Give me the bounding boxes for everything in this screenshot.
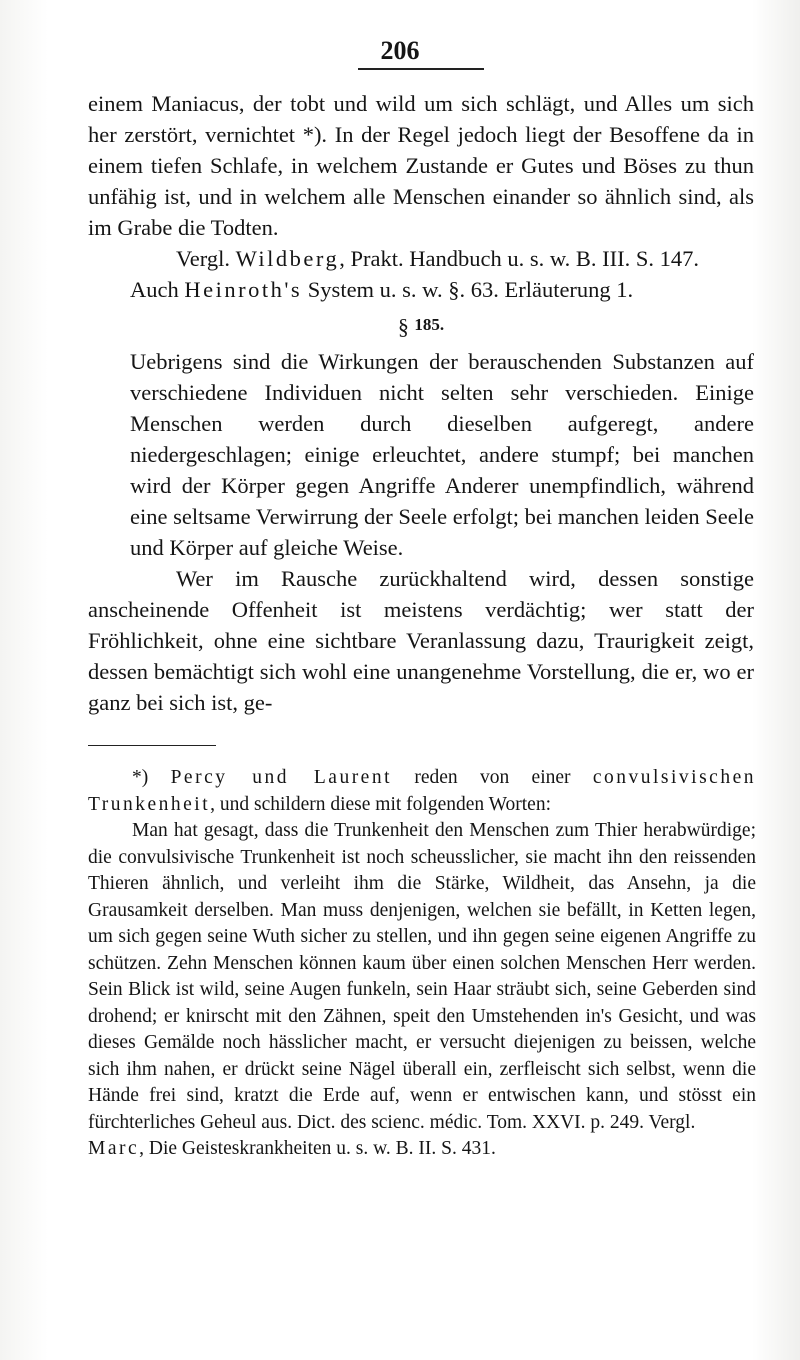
reference-line-1: [88, 243, 754, 274]
footnote-ref-author: Marc: [88, 1138, 140, 1159]
footnote-authors: Percy und Laurent: [170, 767, 393, 788]
footnote-term: convulsivischen Trunkenheit: [88, 767, 756, 815]
reference-detail: System u. s. w. §. 63. Erläuterung 1.: [302, 277, 634, 302]
footnote-reference: [88, 1136, 756, 1163]
reference-prefix: Auch: [130, 277, 185, 302]
footnote: [88, 765, 756, 1163]
section-symbol: §: [397, 314, 409, 339]
footnote-intro: [88, 765, 756, 818]
footnote-lead: reden von einer: [392, 767, 593, 788]
paragraph: Uebrigens sind die Wirkungen der berauschenden Substanzen auf verschiedene Individuen nicht selten sehr verschieden. Einige Menschen werden durch dieselben aufgeregt, andere niedergeschlagen; einige erleuchtet, andere stumpf; bei manchen wird der Körper gegen Angriffe Anderer unempfindlich, während eine seltsame Verwirrung der Seele erfolgt; bei manchen leiden Seele und Körper auf gleiche Weise.: [130, 349, 754, 560]
reference-author: Wildberg: [235, 246, 340, 271]
page-number: 206: [380, 36, 420, 65]
paragraph-continuation: einem Maniacus, der tobt und wild um sich schlägt, und Alles um sich her zerstört, vernichtet *). In der Regel jedoch liegt der Besoffene da in einem tiefen Schlafe, in welchem Zustande er Gutes und Böses zu thun unfähig ist, und in welchem alle Menschen einander so ähnlich sind, als im Grabe die Todten.: [88, 91, 754, 240]
main-text: [88, 88, 754, 718]
section-heading: [88, 309, 754, 342]
footnote-quote: [88, 818, 756, 1136]
footnote-lead-end: , und schildern diese mit folgenden Worten:: [210, 793, 551, 815]
footnote-quote-text: Man hat gesagt, dass die Trunkenheit den Menschen zum Thier herabwürdige; die convulsivische Trunkenheit ist noch scheusslicher, sie macht ihn den reissenden Thieren ähnlich, und verleiht ihm die Stärke, Wildheit, das Ansehn, ja die Grausamkeit derselben. Man muss denjenigen, welchen sie befällt, in Ketten legen, um sich gegen seine Wuth sicher zu stellen, und ihn gegen seine eigenen Angriffe zu schützen. Zehn Menschen können kaum über einen solchen Menschen Herr werden. Sein Blick ist wild, seine Augen funkeln, sein Haar sträubt sich, seine Geberden sind drohend; er knirscht mit den Zähnen, speit den Umstehenden in's Gesicht, und was dieses Gemälde noch hässlicher macht, er versucht diejenigen zu beissen, welche sich ihm nahen, er drückt seine Nägel überall ein, zerfleischt sich selbst, wenn die Hände frei sind, kratzt die Erde auf, wenn er entwischen kann, und stösst ein fürchterliches Geheul aus. Dict. des scienc. médic. Tom. XXVI. p. 249. Vergl.: [88, 820, 756, 1133]
header-rule: [358, 68, 484, 70]
paragraph: Wer im Rausche zurückhaltend wird, dessen sonstige anscheinende Offenheit ist meistens verdächtig; wer statt der Fröhlichkeit, ohne eine sichtbare Veranlassung dazu, Traurigkeit zeigt, dessen bemächtigt sich wohl eine unangenehme Vorstellung, die er, wo er ganz bei sich ist, ge-: [88, 566, 754, 715]
section-number: 185.: [414, 315, 445, 334]
reference-prefix: Vergl.: [176, 246, 236, 271]
reference-detail: , Prakt. Handbuch u. s. w. B. III. S. 147.: [339, 246, 700, 271]
reference-line-2: [88, 274, 754, 305]
footnote-rule: [88, 745, 216, 746]
footnote-ref-detail: , Die Geisteskrankheiten u. s. w. B. II. S. 431.: [139, 1138, 496, 1159]
reference-author: Heinroth's: [184, 277, 303, 302]
footnote-marker: *): [132, 767, 171, 788]
